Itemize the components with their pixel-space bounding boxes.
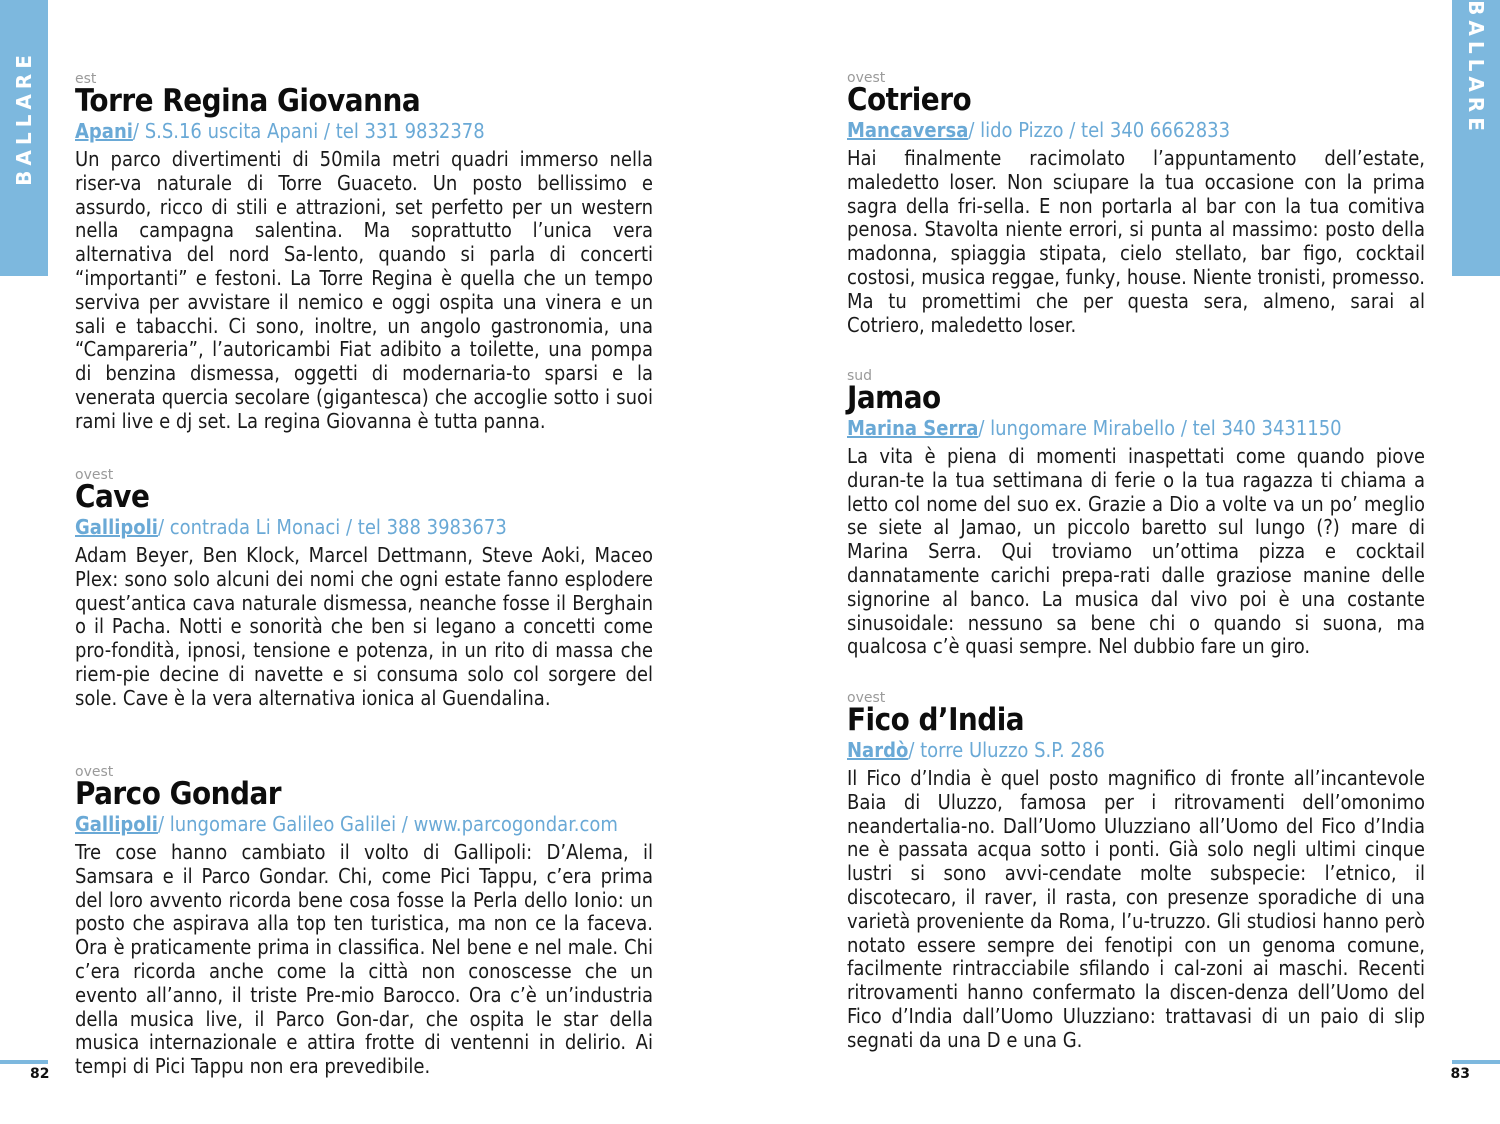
venue-description: Adam Beyer, Ben Klock, Marcel Dettmann, Steve Aoki, Maceo Plex: sono solo alcuni dei nomi che ogni estate fanno esplodere quest’antica cava naturale dismessa, neanche fosse il Berghain o il Pacha. Notti e sonorità che ben si legano a concetti come pro-fondità, ipnosi, tensione e potenza, in un rito di massa che riem-pie decine di navette e si consuma solo col sorgere del sole. Cave è la vera alternativa ionica al Guendalina. (75, 543, 653, 710)
section-tab-left (0, 0, 48, 276)
venue-details: / S.S.16 uscita Apani / tel 331 9832378 (132, 119, 485, 143)
venue-entry-jamao (847, 369, 1425, 659)
venue-description: Un parco divertimenti di 50mila metri quadri immerso nella riser-va naturale di Torre Guaceto. Un posto bellissimo e assurdo, ricco di stili e attrazioni, set perfetto per un western nella campagna salentina. Ma soprattutto l’unica vera alternativa del nord Sa-lento, quando si parla di concerti “importanti” e festoni. La Torre Regina è quella che un tempo serviva per avvistare il nemico e oggi ospita una vinera e un sali e tabacchi. Ci sono, inoltre, un angolo gastronomia, una “Campareria”, l’autoricambi Fiat adibito a toilette, una pompa di benzina dismessa, oggetti di modernaria-to sparsi e la venerata quercia secolare (gigantesca) che accoglie sotto i suoi rami live e dj set. La regina Giovanna è tutta panna. (75, 147, 653, 433)
venue-details: / contrada Li Monaci / tel 388 3983673 (157, 515, 507, 539)
venue-meta (75, 118, 653, 144)
venue-title: Fico d’India (847, 702, 1025, 738)
venue-title: Parco Gondar (75, 776, 282, 812)
venue-entry-cave (75, 468, 653, 711)
page-number-right: 83 (1450, 1066, 1470, 1082)
place-link[interactable]: Gallipoli (75, 515, 158, 539)
venue-details: / lungomare Mirabello / tel 340 3431150 (978, 416, 1342, 440)
venue-entry-cotriero (847, 71, 1425, 337)
venue-title: Cotriero (847, 82, 972, 118)
section-tab-right (1452, 0, 1500, 276)
place-link[interactable]: Marina Serra (847, 416, 979, 440)
place-link[interactable]: Mancaversa (847, 118, 969, 142)
zone-label: est (75, 71, 97, 87)
place-link[interactable]: Apani (75, 119, 133, 143)
venue-meta (75, 811, 653, 837)
zone-label: sud (847, 368, 873, 384)
venue-description: Tre cose hanno cambiato il volto di Gallipoli: D’Alema, il Samsara e il Parco Gondar. Chi, come Pici Tappu, c’era prima del loro avvento ricorda bene cosa fosse la Perla dello Ionio: un posto che aspirava alla top ten turistica, ma non ce la faceva. Ora è praticamente prima in classifica. Nel bene e nel male. Chi c’era ricorda anche come la città non conoscesse che un evento all’anno, il triste Pre-mio Barocco. Ora c’è un’industria della musica live, il Parco Gon-dar, che ospita le star della musica internazionale e attira frotte di ventenni in delirio. Ai tempi di Pici Tappu non era prevedibile. (75, 840, 653, 1079)
venue-meta (847, 415, 1425, 441)
venue-meta (75, 514, 653, 540)
footer-rule-right (1452, 1060, 1500, 1064)
zone-label: ovest (75, 764, 114, 780)
footer-rule-left (0, 1060, 48, 1064)
page-number-left: 82 (30, 1066, 50, 1082)
zone-label: ovest (847, 690, 886, 706)
zone-label: ovest (75, 467, 114, 483)
venue-details: / lungomare Galileo Galilei / www.parcogondar.com (157, 812, 618, 836)
venue-entry-parco-gondar (75, 765, 653, 1079)
place-link[interactable]: Nardò (847, 738, 909, 762)
venue-entry-fico-d-india (847, 691, 1425, 1053)
venue-details: / torre Uluzzo S.P. 286 (908, 738, 1105, 762)
venue-description: La vita è piena di momenti inaspettati come quando piove duran-te la tua settimana di ferie o la tua ragazza ti chiama a letto col nome del suo ex. Grazie a Dio a volte va un po’ meglio se siete al Jamao, un piccolo baretto sul lungo (?) mare di Marina Serra. Qui troviamo un’ottima pizza e cocktail dannatamente carichi prepa-rati dalle graziose manine delle signorine al banco. La musica dal vivo poi è una costante sinusoidale: nessuno sa bene chi o quando si suona, ma qualcosa c’è quasi sempre. Nel dubbio fare un giro. (847, 444, 1425, 659)
venue-entry-torre-regina-giovanna (75, 72, 653, 434)
section-label: BALLARE (12, 50, 36, 186)
section-label: BALLARE (1464, 0, 1488, 136)
venue-description: Il Fico d’India è quel posto magnifico di fronte all’incantevole Baia di Uluzzo, famosa per i ritrovamenti dell’omonimo neandertalia-no. Dall’Uomo Uluzziano all’Uomo del Fico d’India ne è passata acqua sotto i ponti. Già solo negli ultimi cinque lustri si sono avvi-cendate molte subspecie: l’etnico, il discotecaro, il raver, il rasta, con presenze sporadiche di una varietà proveniente da Roma, l’u-truzzo. Gli studiosi hanno però notato essere sempre dei fenotipi con un genoma comune, facilmente rintracciabile sfilando i cal-zoni ai maschi. Recenti ritrovamenti hanno confermato la discen-denza dell’Uomo del Fico d’India dall’Uomo Uluzziano: trattavasi di un paio di slip segnati da una D e una G. (847, 766, 1425, 1052)
venue-meta (847, 117, 1425, 143)
venue-title: Cave (75, 479, 150, 515)
venue-details: / lido Pizzo / tel 340 6662833 (968, 118, 1231, 142)
venue-title: Jamao (847, 380, 941, 416)
venue-meta (847, 737, 1425, 763)
place-link[interactable]: Gallipoli (75, 812, 158, 836)
venue-title: Torre Regina Giovanna (75, 83, 421, 119)
venue-description: Hai finalmente racimolato l’appuntamento dell’estate, maledetto loser. Non sciupare la tua occasione con la prima sagra della fri-sella. E non portarla al bar con la tua comitiva penosa. Stavolta niente errori, si punta al massimo: posto della madonna, spiaggia stipata, cielo stellato, bar figo, cocktail costosi, musica reggae, funky, house. Niente tronisti, promesso. Ma tu promettimi che per questa sera, almeno, sarai al Cotriero, maledetto loser. (847, 146, 1425, 337)
zone-label: ovest (847, 70, 886, 86)
